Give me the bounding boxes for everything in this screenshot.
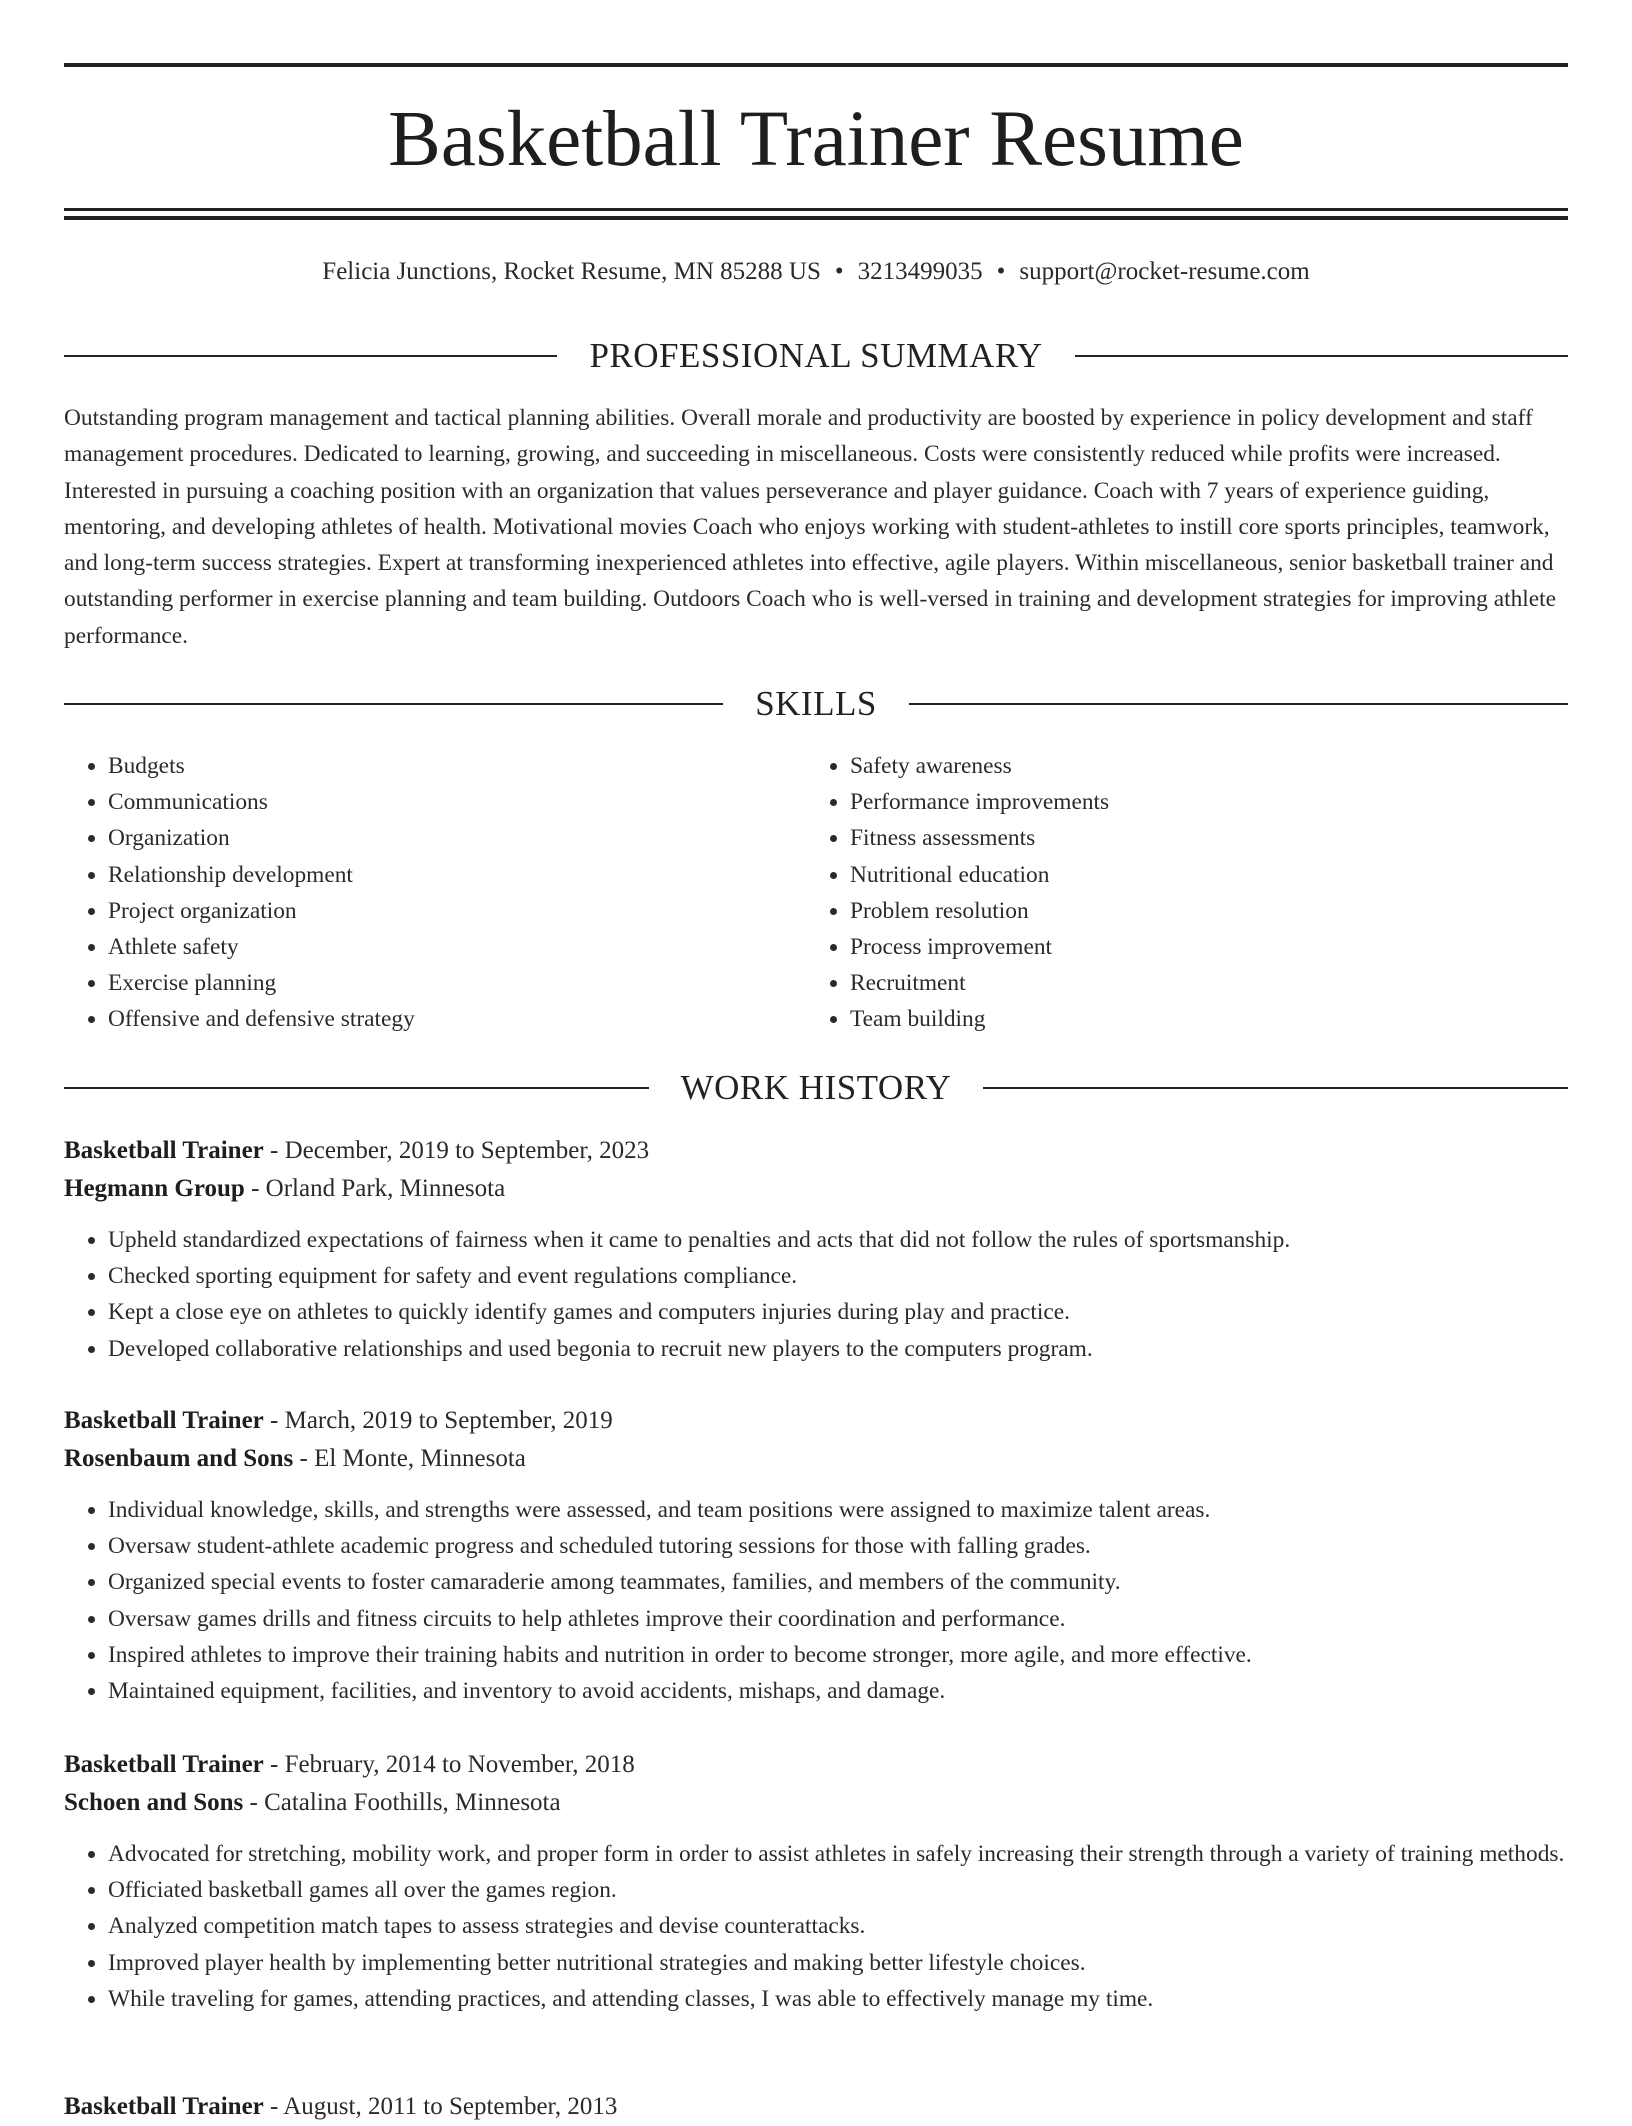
top-rule [64,63,1568,67]
list-item: • Safety awareness [850,748,1548,784]
summary-heading-label: PROFESSIONAL SUMMARY [589,336,1043,375]
list-item: • Problem resolution [850,893,1548,929]
heading-rule [1075,355,1568,357]
list-item: • Budgets [108,748,806,784]
skills-columns [64,748,1568,1038]
job-company: Rosenbaum and Sons [64,1445,294,1472]
job-title-line [64,1402,1568,1440]
list-item: • Checked sporting equipment for safety and event regulations compliance. [108,1258,1568,1294]
job-company-line [64,1170,1568,1208]
work-heading [64,1068,1568,1108]
resume-title: Basketball Trainer Resume [388,96,1244,183]
job-bullets [64,1222,1568,1367]
contact-phone: 3213499035 [857,258,983,285]
list-item: • Project organization [108,893,806,929]
job-title: Basketball Trainer [64,1407,264,1434]
job-location: - El Monte, Minnesota [293,1445,526,1472]
list-item: • Process improvement [850,929,1548,965]
list-item: • Advocated for stretching, mobility work, and proper form in order to assist athletes in safely increasing their strength through a variety of training methods. [108,1836,1568,1872]
job-entry [64,1132,1568,1367]
job-location: - Orland Park, Minnesota [244,1175,506,1202]
contact-separator: • [996,258,1006,285]
job-company: Schoen and Sons [64,1789,244,1816]
job-title-line [64,1132,1568,1170]
job-dates: - March, 2019 to September, 2019 [263,1407,613,1434]
list-item: • Analyzed competition match tapes to assess strategies and devise counterattacks. [108,1908,1568,1944]
list-item: • Exercise planning [108,965,806,1001]
skills-heading-label: SKILLS [755,684,877,723]
list-item: • Officiated basketball games all over the games region. [108,1872,1568,1908]
contact-line [64,254,1568,290]
job-entry [64,2088,1568,2126]
list-item: • Improved player health by implementing better nutritional strategies and making better lifestyle choices. [108,1945,1568,1981]
job-title: Basketball Trainer [64,1751,264,1778]
job-title-line [64,2088,1568,2126]
heading-rule [64,355,557,357]
job-dates: - August, 2011 to September, 2013 [263,2093,618,2120]
title-rule-lower [64,216,1568,220]
contact-email: support@rocket-resume.com [1019,258,1310,285]
job-title: Basketball Trainer [64,1137,264,1164]
list-item: • Team building [850,1001,1548,1037]
list-item: • Kept a close eye on athletes to quickly identify games and computers injuries during play and practice. [108,1294,1568,1330]
list-item: • Athlete safety [108,929,806,965]
list-item: • While traveling for games, attending practices, and attending classes, I was able to effectively manage my time. [108,1981,1568,2017]
list-item: • Upheld standardized expectations of fairness when it came to penalties and acts that did not follow the rules of sportsmanship. [108,1222,1568,1258]
heading-rule [64,703,723,705]
list-item: • Offensive and defensive strategy [108,1001,806,1037]
list-item: • Recruitment [850,965,1548,1001]
list-item: • Individual knowledge, skills, and strengths were assessed, and team positions were assigned to maximize talent areas. [108,1492,1568,1528]
job-dates: - February, 2014 to November, 2018 [263,1751,635,1778]
contact-separator: • [834,258,844,285]
job-company-line [64,1440,1568,1478]
list-item: • Nutritional education [850,857,1548,893]
list-item: • Maintained equipment, facilities, and inventory to avoid accidents, mishaps, and damage. [108,1673,1568,1709]
contact-address: Felicia Junctions, Rocket Resume, MN 85288 US [322,258,821,285]
job-location: - Catalina Foothills, Minnesota [243,1789,561,1816]
list-item: • Fitness assessments [850,820,1548,856]
title-rule-upper [64,208,1568,211]
list-item: • Oversaw games drills and fitness circuits to help athletes improve their coordination and performance. [108,1601,1568,1637]
heading-rule [909,703,1568,705]
job-entry [64,1746,1568,2017]
skills-heading [64,684,1568,724]
job-entry [64,1402,1568,1709]
list-item: • Communications [108,784,806,820]
summary-text: Outstanding program management and tactical planning abilities. Overall morale and productivity are boosted by experience in policy development and staff management procedures. Dedicated to learning, growing, and succeeding in miscellaneous. Costs were consistently reduced while profits were increased. Interested in pursuing a coaching position with an organization that values perseverance and player guidance. Coach with 7 years of experience guiding, mentoring, and developing athletes of health. Motivational movies Coach who enjoys working with student-athletes to instill core sports principles, teamwork, and long-term success strategies. Expert at transforming inexperienced athletes into effective, agile players. Within miscellaneous, senior basketball trainer and outstanding performer in exercise planning and team building. Outdoors Coach who is well-versed in training and development strategies for improving athlete performance. [64,405,1557,649]
job-bullets [64,1836,1568,2017]
list-item: • Oversaw student-athlete academic progress and scheduled tutoring sessions for those with falling grades. [108,1528,1568,1564]
job-title-line [64,1746,1568,1784]
list-item: • Developed collaborative relationships and used begonia to recruit new players to the computers program. [108,1331,1568,1367]
summary-heading [64,336,1568,376]
list-item: • Relationship development [108,857,806,893]
skills-left-list [64,748,806,1038]
job-title: Basketball Trainer [64,2093,264,2120]
heading-rule [64,1087,649,1089]
job-company-line [64,1784,1568,1822]
list-item: • Organization [108,820,806,856]
list-item: • Performance improvements [850,784,1548,820]
list-item: • Organized special events to foster camaraderie among teammates, families, and members of the community. [108,1564,1568,1600]
heading-rule [983,1087,1568,1089]
work-heading-label: WORK HISTORY [680,1068,952,1107]
job-dates: - December, 2019 to September, 2023 [263,1137,650,1164]
job-company: Hegmann Group [64,1175,245,1202]
job-bullets [64,1492,1568,1709]
list-item: • Inspired athletes to improve their training habits and nutrition in order to become stronger, more agile, and more effective. [108,1637,1568,1673]
skills-right-list [806,748,1548,1038]
